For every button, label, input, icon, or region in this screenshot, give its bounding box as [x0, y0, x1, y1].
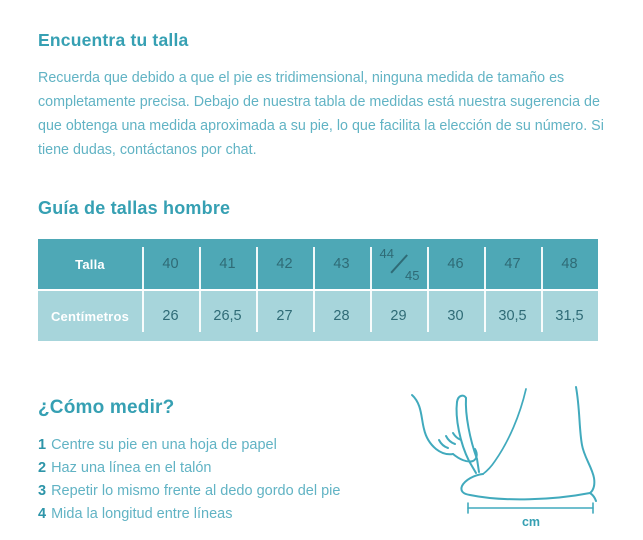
cm-cell: 27: [276, 308, 293, 324]
size-cell-split: [370, 239, 427, 289]
size-table: [38, 239, 598, 341]
step-number: 1: [38, 437, 47, 453]
size-cell: 41: [219, 256, 236, 272]
size-cell: 46: [447, 256, 464, 272]
size-table-row-sizes: [38, 239, 598, 289]
step-text: Mida la longitud entre líneas: [51, 506, 233, 522]
size-table-row-centimeters: [38, 291, 598, 341]
foot-measure-drawing-icon: [408, 383, 640, 535]
step-number: 4: [38, 506, 47, 522]
cm-cell: 30,5: [498, 308, 527, 324]
step-number: 2: [38, 460, 47, 476]
cm-cell: 26,5: [213, 308, 242, 324]
size-cell: 42: [276, 256, 293, 272]
step-text: Centre su pie en una hoja de papel: [51, 437, 277, 453]
step-text: Haz una línea en el talón: [51, 460, 212, 476]
size-cell: 43: [333, 256, 350, 272]
men-size-guide-title: Guía de tallas hombre: [38, 198, 231, 218]
split-size-bottom: 45: [405, 268, 420, 283]
size-cell: 40: [162, 256, 179, 272]
cm-cell: 29: [390, 308, 407, 324]
size-cell: 48: [561, 256, 578, 272]
cm-label: cm: [521, 515, 541, 529]
intro-paragraph: Recuerda que debido a que el pie es tridimensional, ninguna medida de tamaño es completamente precisa. Debajo de nuestra tabla de medidas está nuestra sugerencia de que obtenga una medida aproximada a su pie, lo que facilita la elección de su número. Si tiene dudas, contáctanos por chat.: [38, 70, 604, 158]
cm-cell: 28: [333, 308, 350, 324]
foot-measure-illustration: [408, 383, 640, 535]
step-number: 3: [38, 483, 47, 499]
split-size-top: 44: [379, 246, 394, 261]
size-row-label: Talla: [75, 256, 105, 272]
cm-cell: 30: [447, 308, 464, 324]
find-your-size-title: Encuentra tu talla: [38, 30, 189, 50]
step-text: Repetir lo mismo frente al dedo gordo del pie: [51, 483, 341, 499]
cm-cell: 31,5: [555, 308, 584, 324]
how-to-measure-title: ¿Cómo medir?: [38, 397, 175, 418]
split-size-44-45: [378, 245, 420, 283]
cm-row-label: Centímetros: [50, 308, 130, 324]
size-cell: 47: [504, 256, 521, 272]
cm-cell: 26: [162, 308, 179, 324]
